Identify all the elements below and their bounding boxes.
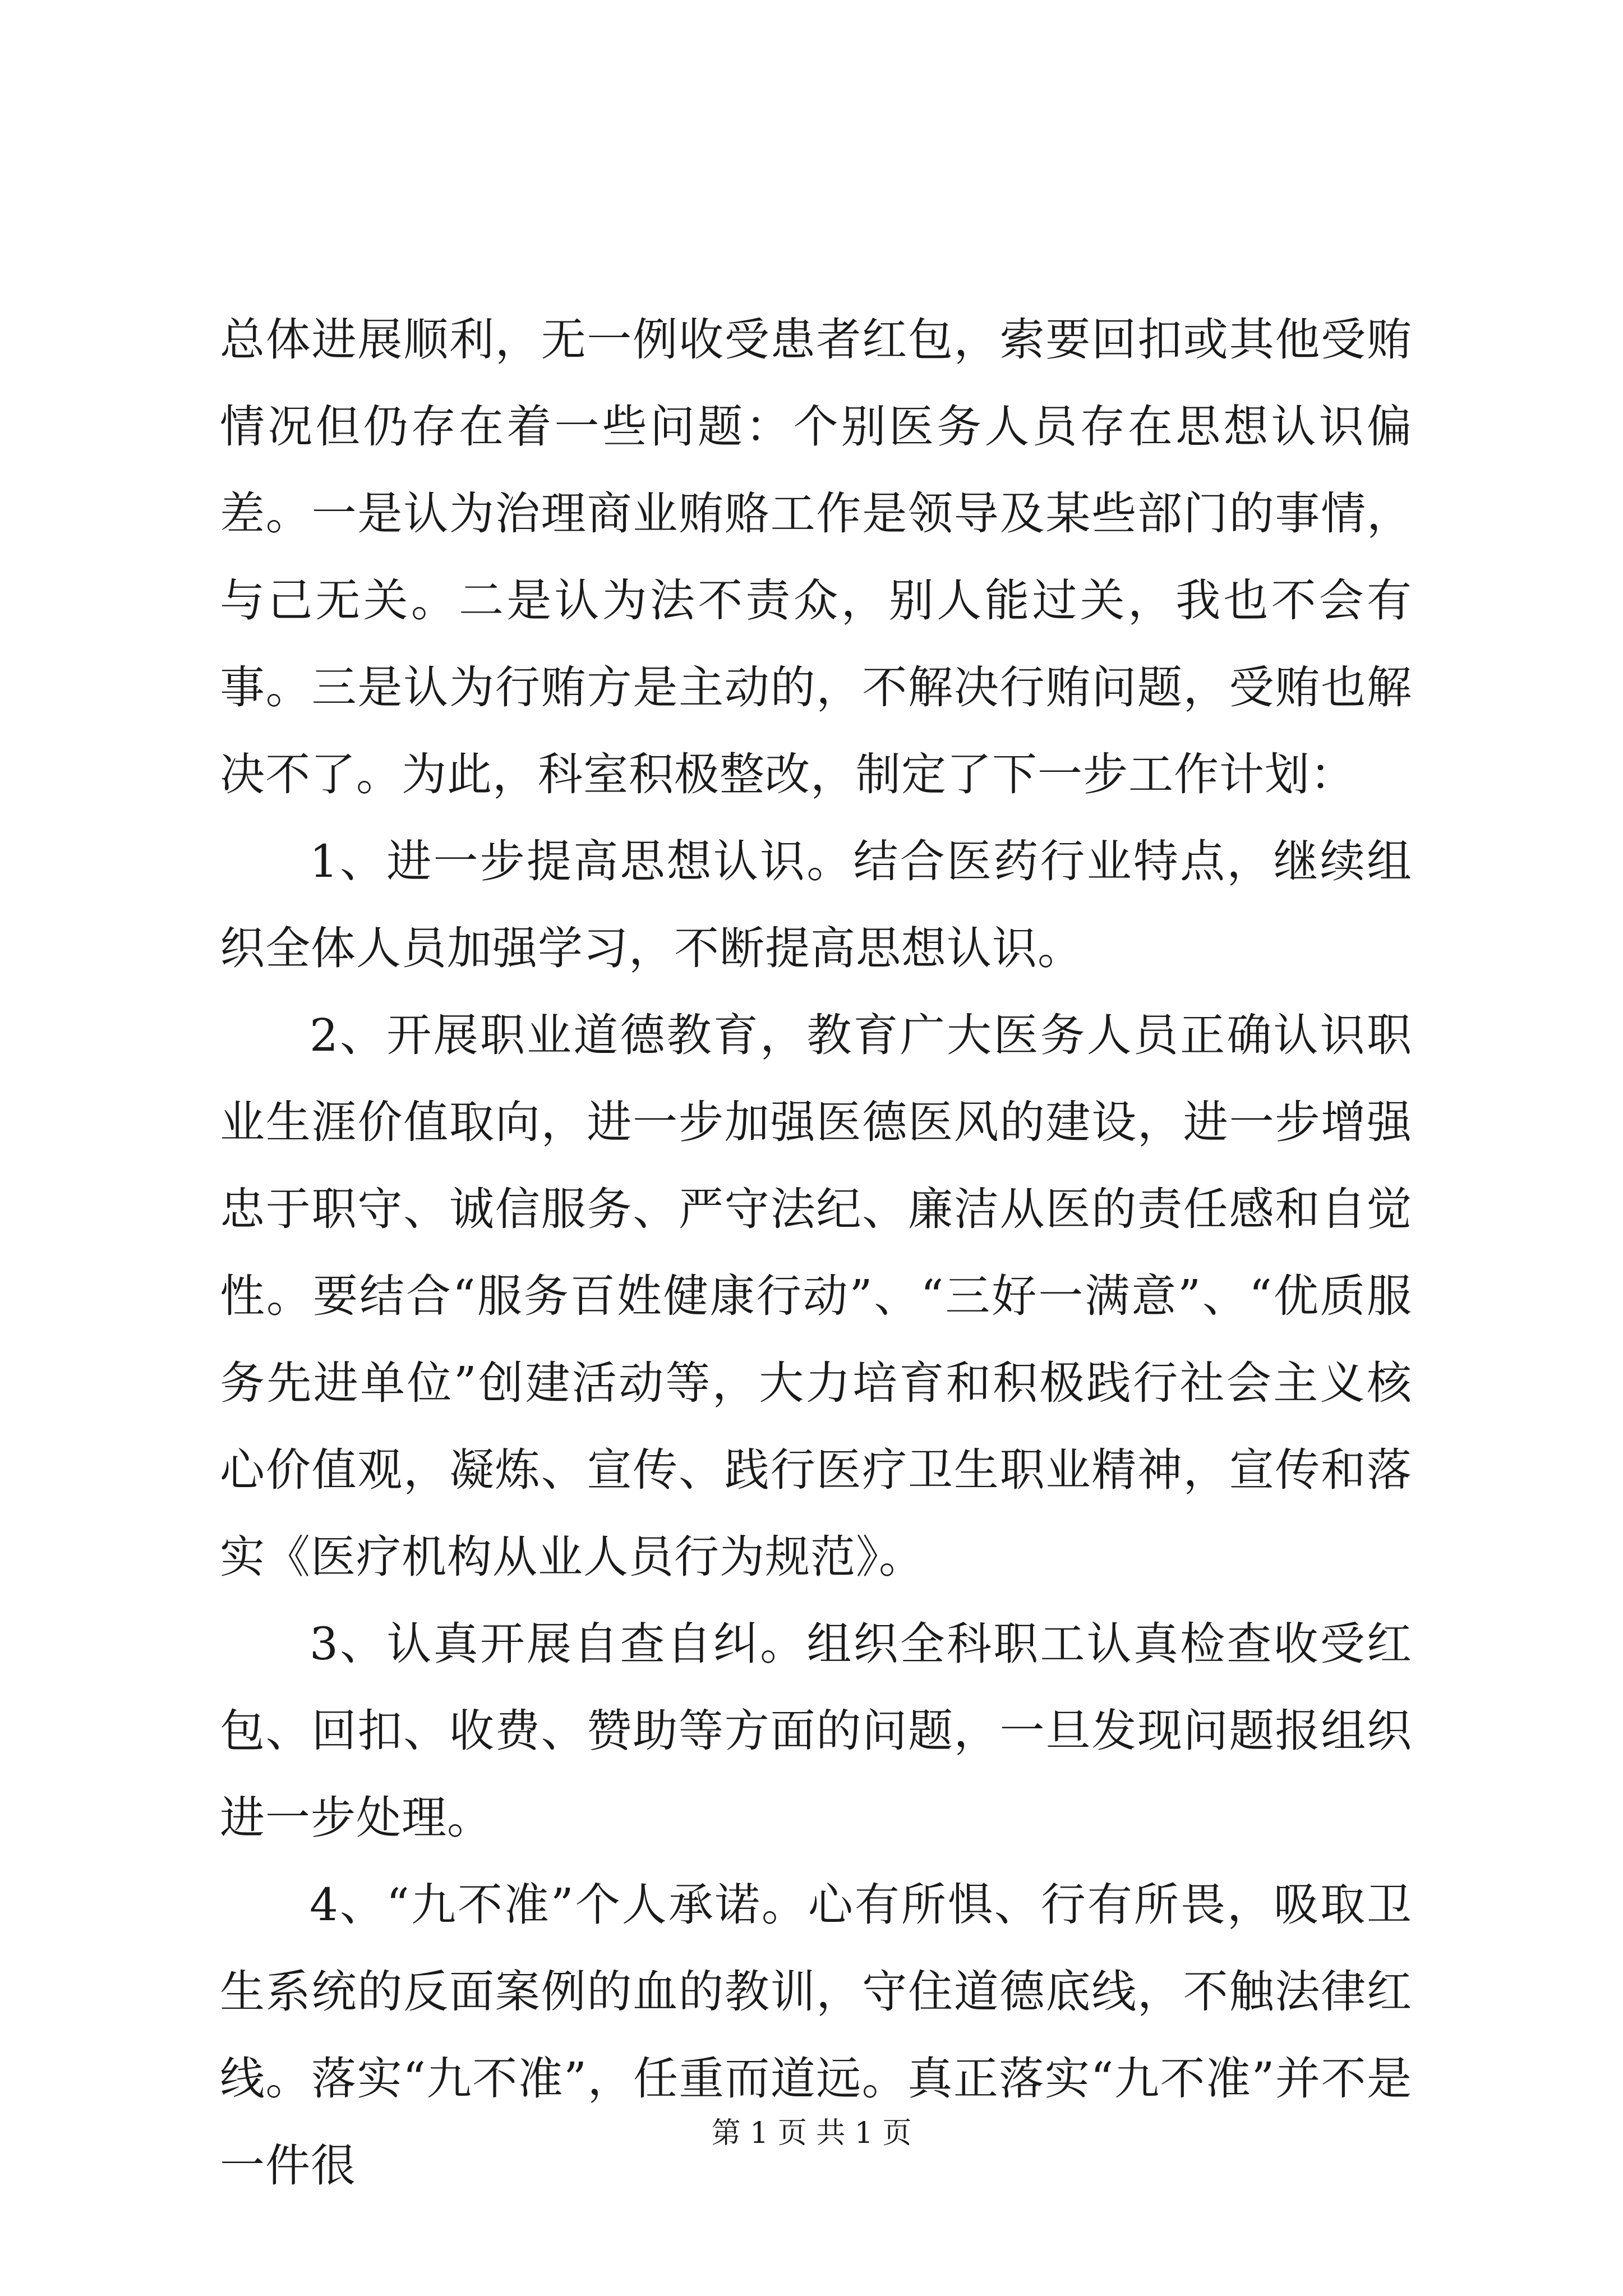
paragraph-item-1: 1、进一步提高思想认识。结合医药行业特点，继续组织全体人员加强学习，不断提高思想认识。 [220, 835, 1412, 974]
paragraph-item-4: 4、“九不准”个人承诺。心有所惧、行有所畏，吸取卫生系统的反面案例的血的教训，守住道德底线，不触法律红线。落实“九不准”，任重而道远。真正落实“九不准”并不是一件很 [220, 1879, 1412, 2192]
paragraph-intro: 总体进展顺利，无一例收受患者红包，索要回扣或其他受贿情况但仍存在着一些问题：个别医务人员存在思想认识偏差。一是认为治理商业贿赂工作是领导及某些部门的事情，与己无关。二是认为法不责众，别人能过关，我也不会有事。三是认为行贿方是主动的，不解决行贿问题，受贿也解决不了。为此，科室积极整改，制定了下一步工作计划： [220, 314, 1412, 800]
paragraph-item-3: 3、认真开展自查自纠。组织全科职工认真检查收受红包、回扣、收费、赞助等方面的问题，一旦发现问题报组织进一步处理。 [220, 1618, 1412, 1844]
page-footer [0, 2114, 1623, 2153]
document-body [220, 296, 1412, 2209]
page-number-label: 第 1 页 共 1 页 [711, 2116, 912, 2150]
paragraph-item-2: 2、开展职业道德教育，教育广大医务人员正确认识职业生涯价值取向，进一步加强医德医风的建设，进一步增强忠于职守、诚信服务、严守法纪、廉洁从医的责任感和自觉性。要结合“服务百姓健康行动”、“三好一满意”、“优质服务先进单位”创建活动等，大力培育和积极践行社会主义核心价值观，凝炼、宣传、践行医疗卫生职业精神，宣传和落实《医疗机构从业人员行为规范》。 [220, 1009, 1412, 1583]
